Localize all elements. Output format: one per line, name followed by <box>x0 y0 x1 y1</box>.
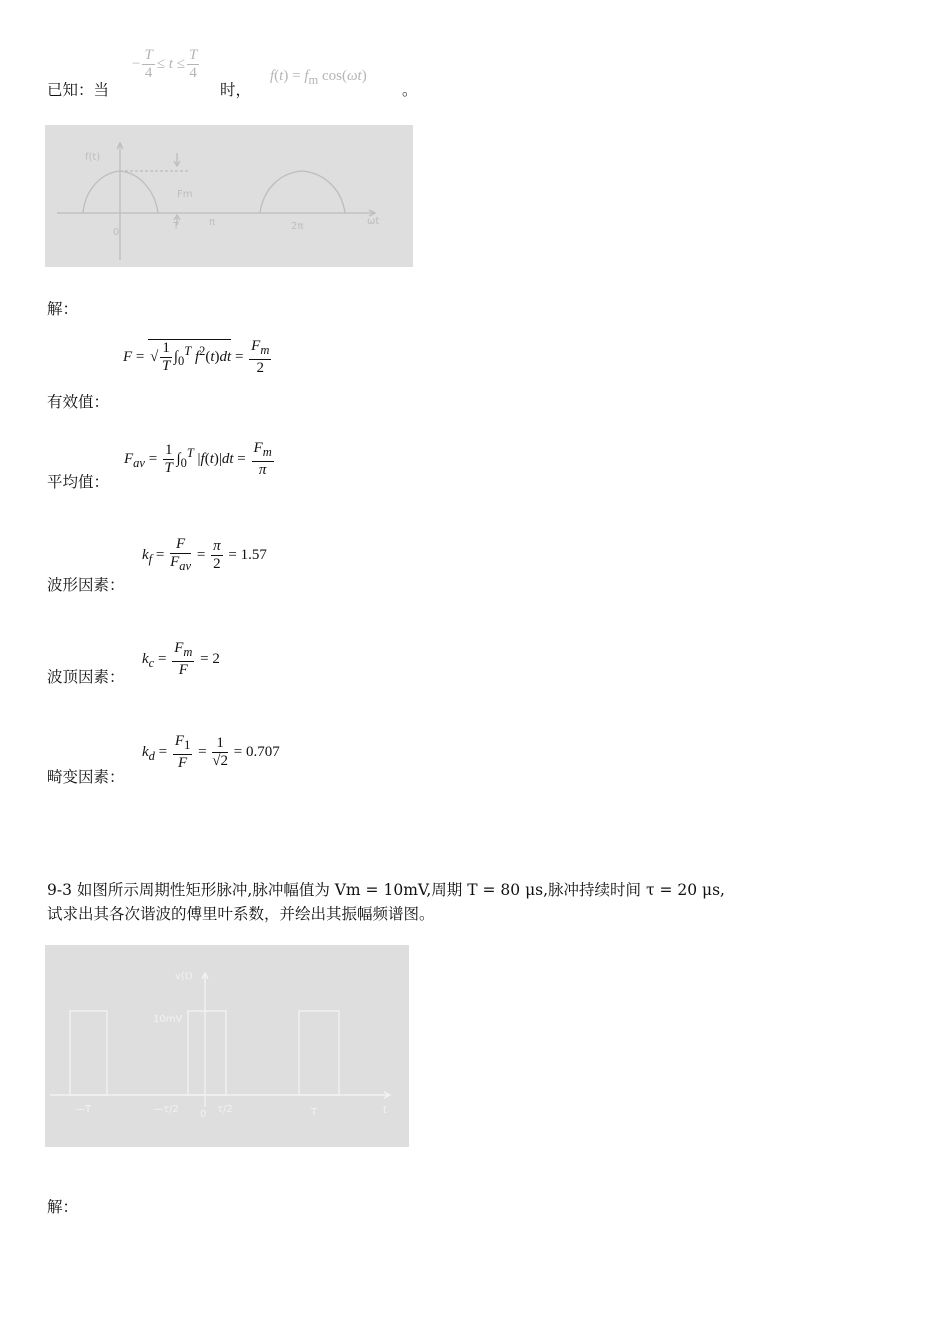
form-factor-formula: $k_f$ = $\frac{F}{F_{av}}$ = $\frac{\pi}{2}$ = 1.57 <box>142 536 267 573</box>
distortion-factor-formula: $k_d$ = $\frac{F_1}{F}$ = $\frac{1}{√2}$ = 0.707 <box>142 733 280 771</box>
fig1-2pi-label: 2π <box>291 221 304 232</box>
solution-label-2: 解： <box>47 1198 79 1216</box>
fig2-amp-label: 10mV <box>153 1014 183 1025</box>
fig2-origin-label: 0 <box>200 1109 207 1120</box>
average-label: 平均值： <box>47 473 110 491</box>
crest-factor-formula: $k_c$ = $\frac{F_m}{F}$ = 2 <box>142 640 220 678</box>
pulse-plus-T <box>299 1011 339 1095</box>
given-prefix: 已知：当 <box>47 81 110 99</box>
pulse-minus-T <box>70 1011 107 1095</box>
fig1-t-label: T <box>173 221 180 232</box>
rms-label: 有效值： <box>47 393 110 411</box>
half-wave-cosine-figure <box>45 125 413 267</box>
fig1-y-label: f(t) <box>85 152 101 163</box>
crest-factor-value: 2 <box>212 650 220 667</box>
pulse-zero <box>188 1011 226 1095</box>
cosine-arch-2 <box>260 171 345 213</box>
fig1-pi-label: π <box>209 217 216 228</box>
distortion-factor-label: 畸变因素： <box>47 768 125 786</box>
given-end: 。 <box>402 81 418 99</box>
rms-formula: F = √ $\frac{1}{T}$ $\int_0^T$ $f^2(t)dt$ = $\frac{F_m}{2}$ <box>123 338 270 376</box>
solution-label: 解： <box>47 300 79 318</box>
fig2-y-label: v(t) <box>175 971 193 982</box>
crest-factor-label: 波顶因素： <box>47 668 125 686</box>
distortion-factor-value: 0.707 <box>245 743 280 760</box>
given-function-formula: $f(t) = f_m$ cos(ωt) <box>270 68 367 87</box>
problem-line-1: 9-3 如图所示周期性矩形脉冲,脉冲幅值为 Vm = 10mV,周期 T = 80 μs,脉冲持续时间 τ = 20 μs, <box>47 881 725 899</box>
given-condition-formula: − $\frac{T}{4}$ ≤ t ≤ $\frac{T}{4}$ <box>132 47 198 81</box>
given-mid: 时， <box>220 81 252 99</box>
fig1-amp-label: Fm <box>177 189 193 200</box>
problem-line-2: 试求出其各次谐波的傅里叶系数，并绘出其振幅频谱图。 <box>47 905 435 923</box>
fig2-neg-tau-label: —τ/2 <box>153 1104 179 1115</box>
fig1-x-label: ωt <box>367 216 380 227</box>
fig2-neg-T-label: —T <box>75 1104 92 1115</box>
rectangular-pulse-figure <box>45 945 409 1147</box>
fig1-origin-label: 0 <box>113 227 120 238</box>
fig2-x-label: t <box>383 1105 387 1116</box>
fig2-pos-T-label: T <box>311 1107 318 1118</box>
average-formula: $F_{av}$ = $\frac{1}{T}$ $\int_0^T$ |f(t)|dt = $\frac{F_m}{\pi}$ <box>124 440 272 478</box>
form-factor-value: 1.57 <box>240 546 267 563</box>
fig2-pos-tau-label: τ/2 <box>217 1104 233 1115</box>
form-factor-label: 波形因素： <box>47 576 125 594</box>
